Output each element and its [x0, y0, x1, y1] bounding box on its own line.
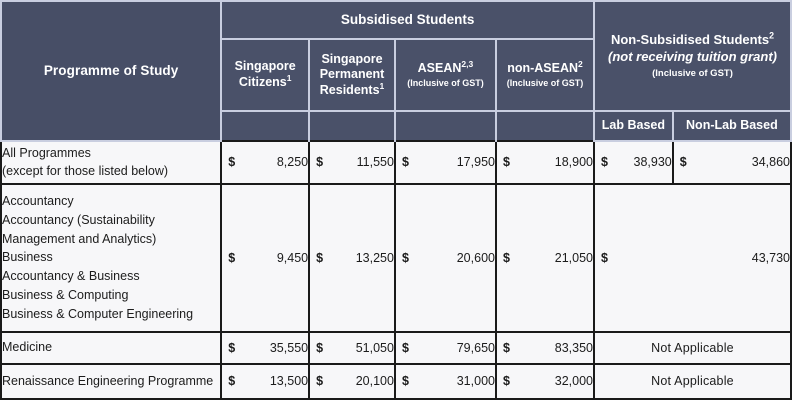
cell-fee-sg-pr — [309, 184, 395, 332]
header-non-subsidised-gst: (Inclusive of GST) — [652, 67, 733, 79]
currency-symbol: $ — [502, 340, 510, 355]
programme-line: Renaissance Engineering Programme — [2, 373, 214, 388]
currency-symbol: $ — [316, 250, 324, 265]
cell-fee-non-asean — [496, 141, 594, 184]
table-body — [1, 141, 791, 399]
header-col-singapore-pr — [309, 39, 395, 111]
fee-value: 43,730 — [751, 250, 790, 265]
header-spacer-asean — [395, 111, 496, 141]
header-asean-label: ASEAN — [417, 60, 462, 75]
programme-line: Accountancy & Business — [2, 269, 140, 284]
header-col-non-asean — [496, 39, 594, 111]
footnote-marker-1: 1 — [286, 72, 292, 83]
fee-value: 38,930 — [633, 155, 672, 170]
header-non-subsidised-title — [611, 32, 774, 47]
currency-symbol: $ — [502, 374, 510, 389]
footnote-marker-2b: 2 — [578, 58, 583, 69]
fee-value: 83,350 — [554, 340, 593, 355]
cell-fee-sg-pr — [309, 332, 395, 364]
fee-value: 13,250 — [355, 250, 394, 265]
currency-symbol: $ — [401, 155, 409, 170]
programme-line: Business & Computer Engineering — [2, 306, 194, 321]
programme-line: Medicine — [2, 340, 53, 355]
cell-fee-sg-pr — [309, 364, 395, 399]
currency-symbol: $ — [316, 340, 324, 355]
currency-symbol: $ — [502, 250, 510, 265]
cell-non-subsidised-not-applicable: Not Applicable — [594, 332, 791, 364]
cell-fee-sg-citizens — [221, 141, 309, 184]
programme-line: (except for those listed below) — [2, 164, 169, 179]
programme-line: Management and Analytics) — [2, 231, 157, 246]
cell-fee-asean — [395, 141, 496, 184]
header-non-asean-label: non-ASEAN — [507, 60, 579, 75]
fee-value: 11,550 — [356, 155, 394, 170]
header-programme-of-study: Programme of Study — [1, 1, 221, 141]
cell-fee-non-asean — [496, 332, 594, 364]
fee-value: 18,900 — [554, 155, 593, 170]
fee-value: 20,600 — [456, 250, 495, 265]
currency-symbol: $ — [600, 250, 608, 265]
fee-value: 20,100 — [355, 374, 394, 389]
currency-symbol: $ — [679, 155, 687, 170]
cell-programme-name — [1, 364, 221, 399]
header-spacer-non-asean — [496, 111, 594, 141]
cell-fee-sg-citizens — [221, 332, 309, 364]
fee-value: 35,550 — [269, 340, 309, 355]
footnote-marker-2: 2 — [769, 30, 775, 41]
fee-value: 17,950 — [456, 155, 495, 170]
currency-symbol: $ — [228, 374, 236, 389]
footnote-marker-1b: 1 — [379, 80, 385, 91]
currency-symbol: $ — [401, 250, 409, 265]
header-group-non-subsidised-students — [594, 1, 791, 111]
header-col-asean — [395, 39, 496, 111]
cell-fee-asean — [395, 364, 496, 399]
fee-value: 21,050 — [554, 250, 593, 265]
cell-fee-asean — [395, 184, 496, 332]
fee-value: 9,450 — [276, 250, 309, 265]
cell-fee-sg-citizens — [221, 184, 309, 332]
programme-line: Accountancy (Sustainability — [2, 212, 155, 227]
fee-value: 32,000 — [554, 374, 593, 389]
currency-symbol: $ — [316, 374, 324, 389]
programme-line: Business & Computing — [2, 287, 129, 302]
header-asean-gst: (Inclusive of GST) — [407, 78, 484, 89]
currency-symbol: $ — [316, 155, 324, 170]
cell-fee-non-subsidised-merged — [594, 184, 791, 332]
header-col-lab-based: Lab Based — [594, 111, 673, 141]
table-row — [1, 141, 791, 184]
header-sg-citizens-label: Singapore Citizens — [234, 59, 296, 89]
fee-value: 34,860 — [751, 155, 790, 170]
header-non-subsidised-label: Non-Subsidised Students — [610, 32, 770, 48]
programme-line: Business — [2, 250, 53, 265]
currency-symbol: $ — [228, 250, 236, 265]
cell-fee-sg-citizens — [221, 364, 309, 399]
table-row — [1, 332, 791, 364]
currency-symbol: $ — [228, 340, 236, 355]
table-row — [1, 364, 791, 399]
header-sg-pr-label: Singapore Permanent Residents — [319, 51, 385, 97]
table-header — [1, 1, 791, 141]
fee-value: 79,650 — [456, 340, 495, 355]
cell-fee-non-asean — [496, 364, 594, 399]
cell-fee-asean — [395, 332, 496, 364]
cell-fee-sg-pr — [309, 141, 395, 184]
fee-value: 31,000 — [456, 374, 495, 389]
programme-line: All Programmes — [2, 145, 91, 160]
currency-symbol: $ — [502, 155, 510, 170]
cell-programme-name — [1, 184, 221, 332]
cell-fee-non-lab-based — [673, 141, 791, 184]
cell-programme-name — [1, 141, 221, 184]
fee-value: 13,500 — [269, 374, 309, 389]
fee-value: 51,050 — [355, 340, 394, 355]
currency-symbol: $ — [401, 340, 409, 355]
header-col-non-lab-based: Non-Lab Based — [673, 111, 791, 141]
header-spacer-sg-citizens — [221, 111, 309, 141]
footnote-marker-23: 2,3 — [461, 58, 474, 69]
cell-fee-lab-based — [594, 141, 673, 184]
currency-symbol: $ — [401, 374, 409, 389]
currency-symbol: $ — [228, 155, 236, 170]
header-row-groups — [1, 1, 791, 39]
header-spacer-sg-pr — [309, 111, 395, 141]
header-non-subsidised-note: (not receiving tuition grant) — [607, 48, 777, 64]
header-non-asean-gst: (Inclusive of GST) — [506, 78, 584, 89]
cell-fee-non-asean — [496, 184, 594, 332]
fee-value: 8,250 — [276, 155, 309, 170]
cell-non-subsidised-not-applicable: Not Applicable — [594, 364, 791, 399]
programme-line: Accountancy — [2, 194, 74, 209]
header-col-singapore-citizens — [221, 39, 309, 111]
currency-symbol: $ — [600, 155, 608, 170]
header-group-subsidised-students: Subsidised Students — [221, 1, 594, 39]
table-row — [1, 184, 791, 332]
cell-programme-name — [1, 332, 221, 364]
